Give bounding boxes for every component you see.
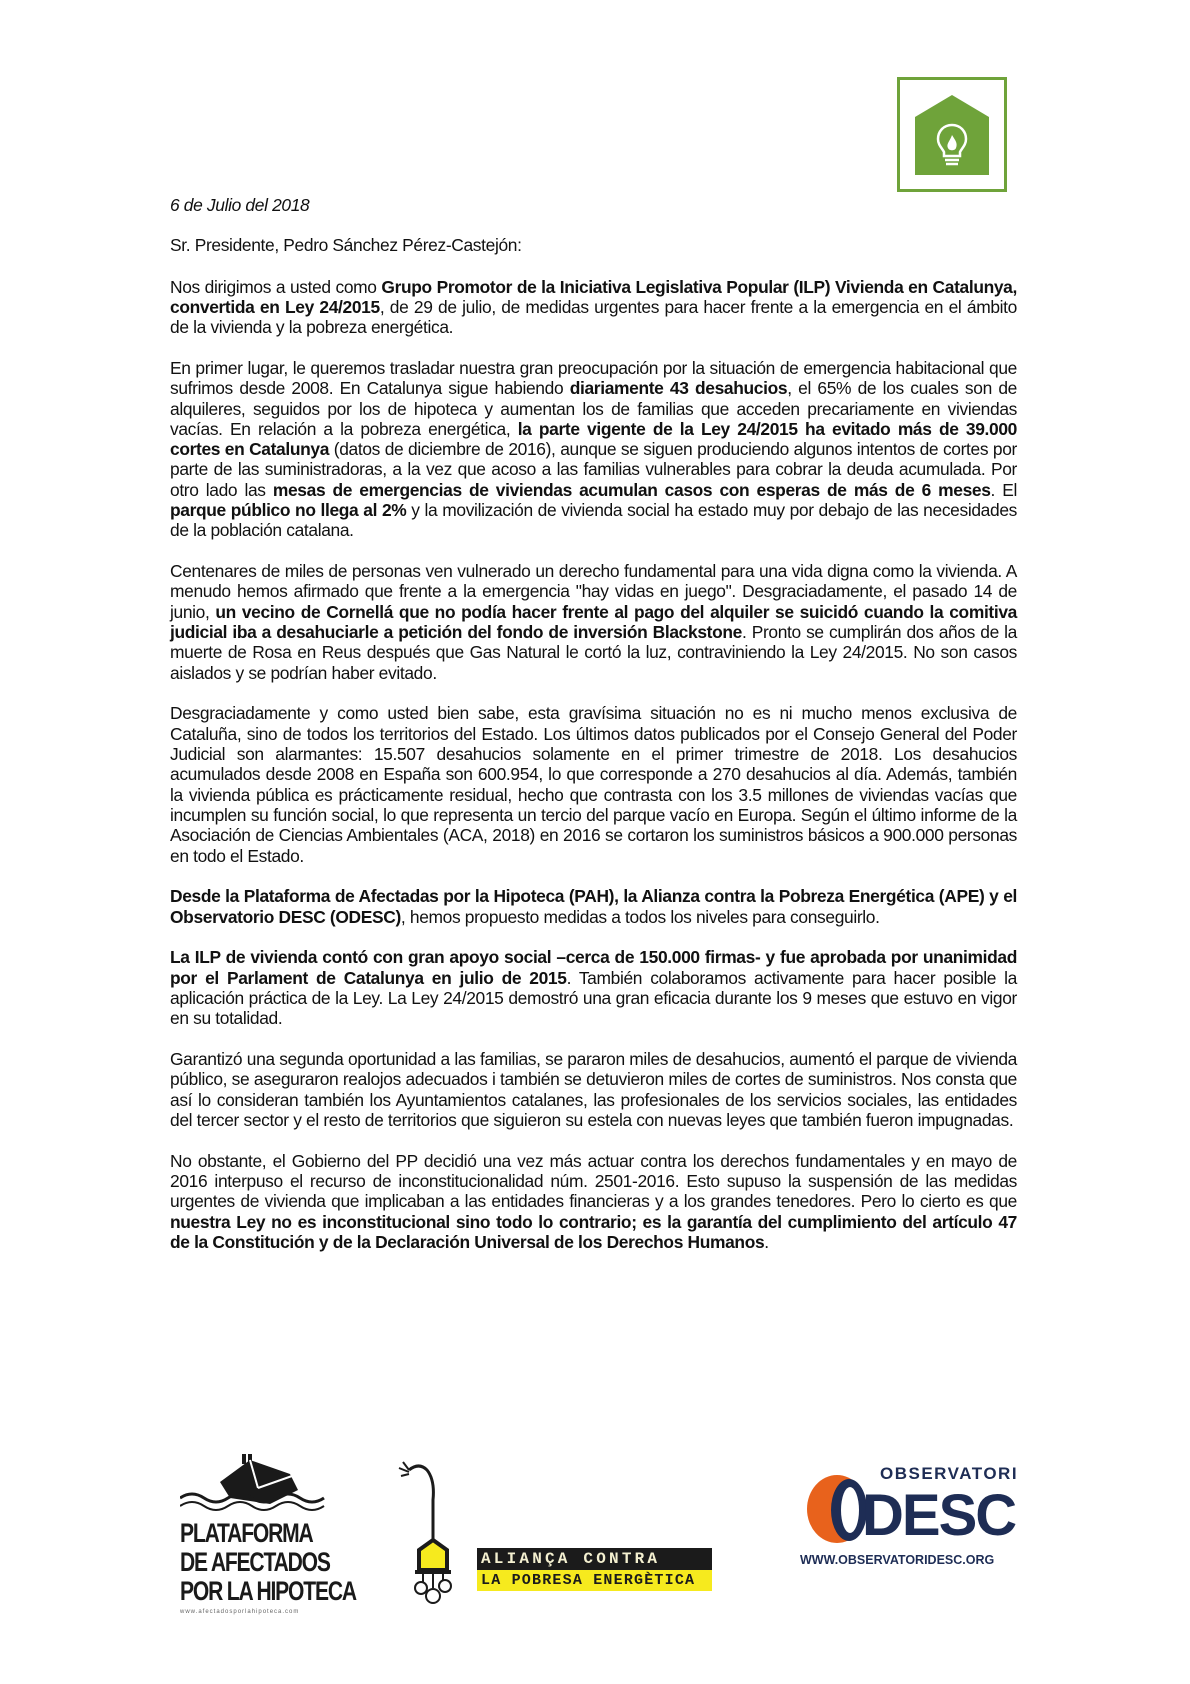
paragraph-guarantees	[170, 1049, 1017, 1130]
bold-text: la parte vigente de la Ley 24/2015 ha evitado más de 39.000 cortes en Catalunya	[170, 418, 1018, 460]
paragraph-intro	[170, 277, 1017, 338]
odesc-observatori: OBSERVATORI	[880, 1464, 1019, 1483]
text: (datos de diciembre de 2016), aunque se siguen produciendo algunos intentos de cortes por parte de las suministradoras, a la vez que acoso a las familias vulnerables para cobrar la deuda acumulada. Por otro lado las	[170, 439, 1017, 500]
paragraph-spain	[170, 703, 1017, 865]
paragraph-catalunya	[170, 358, 1017, 541]
text: , el 65% de los cuales son de alquileres, seguidos por los de hipoteca y aumentan los de familias que acceden precariamente en viviendas vacías. En relación a la pobreza energética,	[170, 378, 1017, 439]
sinking-house-icon	[180, 1452, 330, 1514]
text: , hemos propuesto medidas a todos los niveles para conseguirlo.	[400, 906, 880, 927]
ape-line-2: LA POBRESA ENERGÈTICA	[477, 1570, 712, 1591]
text: . Pronto se cumplirán dos años de la muerte de Rosa en Reus después que Gas Natural le cortó la luz, contraviniendo la Ley 24/2015. No son casos aislados y se podrían haber evitado.	[170, 622, 1017, 683]
letter-date: 6 de Julio del 2018	[170, 195, 310, 215]
housing-energy-logo	[897, 77, 1007, 192]
bold-text: diariamente 43 desahucios	[569, 378, 788, 399]
paragraph-ilp	[170, 947, 1017, 1028]
text: . El	[990, 479, 1017, 500]
odesc-wordmark: DESC	[862, 1483, 1016, 1548]
text: Centenares de miles de personas ven vulnerado un derecho fundamental para una vida digna como la vivienda. A menudo hemos afirmado que frente a la emergencia "hay vidas en juego". Desgraciadamente, el pasado 14 de junio,	[170, 561, 1017, 622]
ape-logo	[395, 1458, 715, 1608]
pah-line-1: PLATAFORMA	[180, 1518, 313, 1548]
bold-text: parque público no llega al 2%	[170, 500, 407, 521]
text: Nos dirigimos a usted como	[170, 276, 382, 297]
letter-body	[170, 195, 1017, 1273]
ape-text-band	[477, 1548, 712, 1591]
text: Garantizó una segunda oportunidad a las familias, se pararon miles de desahucios, aumentó el parque de vivienda público, se aseguraron realojos adecuados i también se detuvieron miles de cortes de suministros. Nos consta que así lo consideran también los Ayuntamientos catalanes, las profesionales de los servicios sociales, las entidades del tercer sector y el resto de territorios que siguieron su estela con nuevas leyes que también fueron impugnadas.	[170, 1049, 1017, 1130]
pah-url: www.afectadosporlahipoteca.com	[180, 1609, 300, 1615]
footer-logos	[0, 1440, 1190, 1640]
bold-text: mesas de emergencias de viviendas acumulan casos con esperas de más de 6 meses	[272, 479, 991, 500]
letter-greeting: Sr. Presidente, Pedro Sánchez Pérez-Castejón:	[170, 235, 522, 256]
bold-text: nuestra Ley no es inconstitucional sino todo lo contrario; es la garantía del cumplimiento del artículo 47 de la Constitución y de la Declaración Universal de los Derechos Humanos	[170, 1211, 1017, 1252]
bold-text: Desde la Plataforma de Afectadas por la Hipoteca (PAH), la Alianza contra la Pobreza Energética (APE) y el Observatorio DESC (ODESC)	[170, 886, 1017, 927]
text: En primer lugar, le queremos trasladar nuestra gran preocupación por la situación de emergencia habitacional que sufrimos desde 2008. En Catalunya sigue habiendo	[170, 357, 1017, 399]
pah-logo	[180, 1452, 356, 1627]
plug-lightbulbs-icon	[395, 1458, 475, 1608]
odesc-url: WWW.OBSERVATORIDESC.ORG	[800, 1553, 995, 1567]
ape-line-1: ALIANÇA CONTRA	[477, 1548, 712, 1570]
paragraph-organizations	[170, 886, 1017, 927]
text: Desgraciadamente y como usted bien sabe, esta gravísima situación no es ni mucho menos exclusiva de Cataluña, sino de todos los territorios del Estado. Los últimos datos publicados por el Consejo General del Poder Judicial son alarmantes: 15.507 desahucios solamente en el primer trimestre de 2018. Los desahucios acumulados desde 2008 en España son 600.954, lo que corresponde a 270 desahucios al día. Además, también la vivienda pública es prácticamente residual, hecho que contrasta con los 3.5 millones de viviendas vacías que incumplen su función social, lo que representa un tercio del parque vacío en Europa. Según el último informe de la Asociación de Ciencias Ambientales (ACA, 2018) en 2016 se cortaron los suministros básicos a 900.000 personas en todo el Estado.	[170, 703, 1017, 866]
bold-text: La ILP de vivienda contó con gran apoyo social –cerca de 150.000 firmas- y fue aprobada por unanimidad por el Parlament de Catalunya en julio de 2015	[170, 947, 1017, 988]
text: . También colaboramos activamente para hacer posible la aplicación práctica de la Ley. La Ley 24/2015 demostró una gran eficacia durante los 9 meses que estuvo en vigor en su totalidad.	[170, 967, 1018, 1029]
text: .	[764, 1231, 769, 1252]
text: No obstante, el Gobierno del PP decidió una vez más actuar contra los derechos fundamentales y en mayo de 2016 interpuso el recurso de inconstitucionalidad núm. 2501-2016. Esto supuso la suspensión de las medidas urgentes de vivienda que implicaban a las entidades financieras y a los grandes tenedores. Pero lo cierto es que	[170, 1150, 1017, 1212]
pah-line-2: DE AFECTADOS	[180, 1547, 330, 1577]
odesc-logo	[800, 1464, 1020, 1594]
house-lightbulb-icon	[915, 95, 989, 175]
paragraph-lives	[170, 561, 1017, 683]
text: , de 29 de julio, de medidas urgentes para hacer frente a la emergencia en el ámbito de la vivienda y la pobreza energética.	[170, 296, 1017, 338]
text: y la movilización de vivienda social ha estado muy por debajo de las necesidades de la población catalana.	[170, 500, 1017, 541]
paragraph-pp	[170, 1151, 1017, 1252]
bold-text: Grupo Promotor de la Iniciativa Legislativa Popular (ILP) Vivienda en Catalunya, convertida en Ley 24/2015	[170, 276, 1017, 317]
bold-text: un vecino de Cornellá que no podía hacer frente al pago del alquiler se suicidó cuando la comitiva judicial iba a desahuciarle a petición del fondo de inversión Blackstone	[170, 601, 1017, 643]
pah-line-3: POR LA HIPOTECA	[180, 1576, 356, 1606]
pah-name	[180, 1518, 356, 1606]
